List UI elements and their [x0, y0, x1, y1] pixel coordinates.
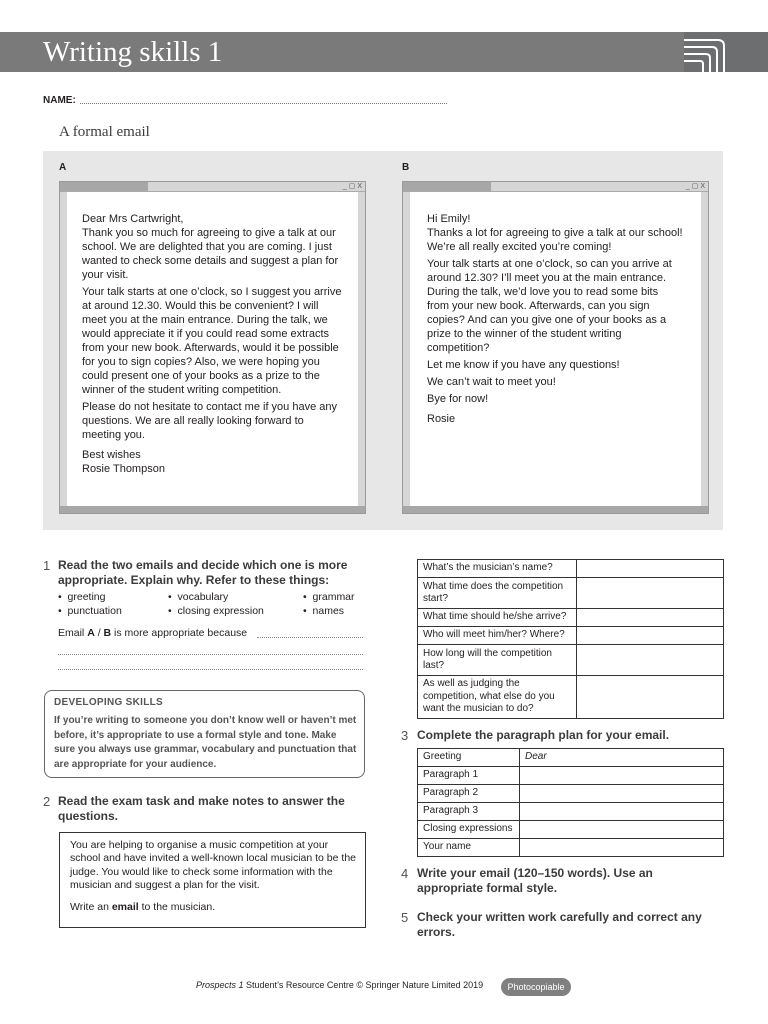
- answer-cell[interactable]: [520, 821, 724, 839]
- email-b-p5: We can’t wait to meet you!: [427, 376, 556, 388]
- q5-text: Check your written work carefully and correct any errors.: [417, 910, 702, 939]
- table-row: How long will the competition last?: [418, 645, 724, 676]
- developing-skills-text: If you’re writing to someone you don’t know well or haven’t met before, it’s appropriate to use a formal style and tone. Make sure you always use grammar, vocabulary and punctuation that are appropriate for your audience.: [54, 715, 357, 770]
- table-row: Closing expressions: [418, 821, 724, 839]
- window-controls-icon: _ ▢ X: [342, 183, 362, 190]
- q1-number: 1: [43, 558, 51, 573]
- email-b-p1: Hi Emily!: [427, 213, 471, 225]
- answer-line-2[interactable]: [58, 654, 363, 655]
- q4-text: Write your email (120–150 words). Use an appropriate formal style.: [417, 866, 653, 895]
- email-a-p1: Dear Mrs Cartwright,: [82, 213, 184, 225]
- photocopiable-badge: Photocopiable: [501, 978, 571, 996]
- bullet-punctuation: • punctuation: [58, 605, 122, 617]
- q2-number: 2: [43, 794, 51, 809]
- email-a-closing: Best wishes: [82, 449, 141, 461]
- window-controls-icon: _ ▢ X: [685, 183, 705, 190]
- developing-skills-heading: DEVELOPING SKILLS: [54, 697, 164, 708]
- email-b-p7: Rosie: [427, 413, 456, 425]
- email-b-label: B: [402, 162, 410, 173]
- q3-text: Complete the paragraph plan for your email.: [417, 728, 670, 742]
- email-a-body: [82, 212, 342, 476]
- table-row: Paragraph 3: [418, 803, 724, 821]
- table-row: What time should he/she arrive?: [418, 609, 724, 627]
- page-title: Writing skills 1: [43, 36, 223, 68]
- answer-cell[interactable]: [577, 645, 724, 676]
- answer-cell[interactable]: [577, 560, 724, 578]
- bullet-grammar: • grammar: [303, 591, 355, 603]
- bullet-names: • names: [303, 605, 345, 617]
- answer-cell[interactable]: [520, 785, 724, 803]
- email-a-p3: Your talk starts at one o’clock, so I suggest you arrive at around 12.30. Would this be convenient? I will meet you at the main entrance. During the talk, we would appreciate it if you could read some extracts from your new book. Afterwards, would it be possible for you to sign copies? Also, we were hoping you could present one of your books as a prize to the winner of the student writing competition.: [82, 286, 342, 396]
- answer-cell[interactable]: [520, 839, 724, 857]
- answer-line-3[interactable]: [58, 669, 363, 670]
- q5-number: 5: [401, 910, 409, 925]
- q1-text: Read the two emails and decide which one is more appropriate. Explain why. Refer to these things:: [58, 558, 348, 587]
- answer-cell[interactable]: [577, 609, 724, 627]
- email-b-p6: Bye for now!: [427, 393, 489, 405]
- answer-cell[interactable]: [577, 627, 724, 645]
- table-row: Your name: [418, 839, 724, 857]
- bullet-vocabulary: • vocabulary: [168, 591, 229, 603]
- table-row: Who will meet him/her? Where?: [418, 627, 724, 645]
- email-b-p3: Your talk starts at one o’clock, so can you arrive at around 12.30? I’ll meet you at the main entrance. During the talk, we’d love you to read some bits from your new book. Afterwards, can you sign copies? And can you give one of your books as a prize to the winner of the student writing competition?: [427, 258, 672, 354]
- table-row: What’s the musician’s name?: [418, 560, 724, 578]
- q4-number: 4: [401, 866, 409, 881]
- answer-cell[interactable]: Dear: [520, 749, 724, 767]
- table-row: Paragraph 1: [418, 767, 724, 785]
- answer-cell[interactable]: [577, 578, 724, 609]
- email-a-signature: Rosie Thompson: [82, 463, 165, 475]
- email-a-p4: Please do not hesitate to contact me if you have any questions. We are all really looking forward to meeting you.: [82, 401, 337, 441]
- answer-cell[interactable]: [577, 676, 724, 719]
- paragraph-plan-table: [417, 748, 724, 857]
- email-a-label: A: [59, 162, 67, 173]
- answer-cell[interactable]: [520, 767, 724, 785]
- q2-text: Read the exam task and make notes to answer the questions.: [58, 794, 345, 823]
- bullet-greeting: • greeting: [58, 591, 106, 603]
- email-b-body: [427, 212, 683, 429]
- q1-answer-prompt: Email A / B is more appropriate because: [58, 627, 248, 639]
- header-corner-decoration: [684, 32, 768, 72]
- name-field[interactable]: [80, 103, 447, 104]
- footer-credit: Prospects 1 Student’s Resource Centre © Springer Nature Limited 2019: [196, 980, 484, 990]
- table-row: What time does the competition start?: [418, 578, 724, 609]
- answer-cell[interactable]: [520, 803, 724, 821]
- table-row: As well as judging the competition, what else do you want the musician to do?: [418, 676, 724, 719]
- table-row: Greeting Dear: [418, 749, 724, 767]
- email-a-p2: Thank you so much for agreeing to give a talk at our school. We are delighted that you are coming. I just wanted to check some details and suggest a plan for your visit.: [82, 227, 339, 281]
- name-label: NAME:: [43, 95, 76, 106]
- questions-table: [417, 559, 724, 719]
- table-row: Paragraph 2: [418, 785, 724, 803]
- email-b-p2: Thanks a lot for agreeing to give a talk at our school! We’re all really excited you’re coming!: [427, 227, 683, 253]
- email-b-p4: Let me know if you have any questions!: [427, 359, 620, 371]
- exam-task-text: You are helping to organise a music competition at your school and have invited a well-known local musician to be the judge. You would like to check some information with the musician and suggest a plan for the visit. Write an email to the musician.: [70, 839, 356, 913]
- q3-number: 3: [401, 728, 409, 743]
- section-title: A formal email: [59, 124, 150, 140]
- answer-line-1[interactable]: [257, 637, 363, 638]
- bullet-closing-expression: • closing expression: [168, 605, 264, 617]
